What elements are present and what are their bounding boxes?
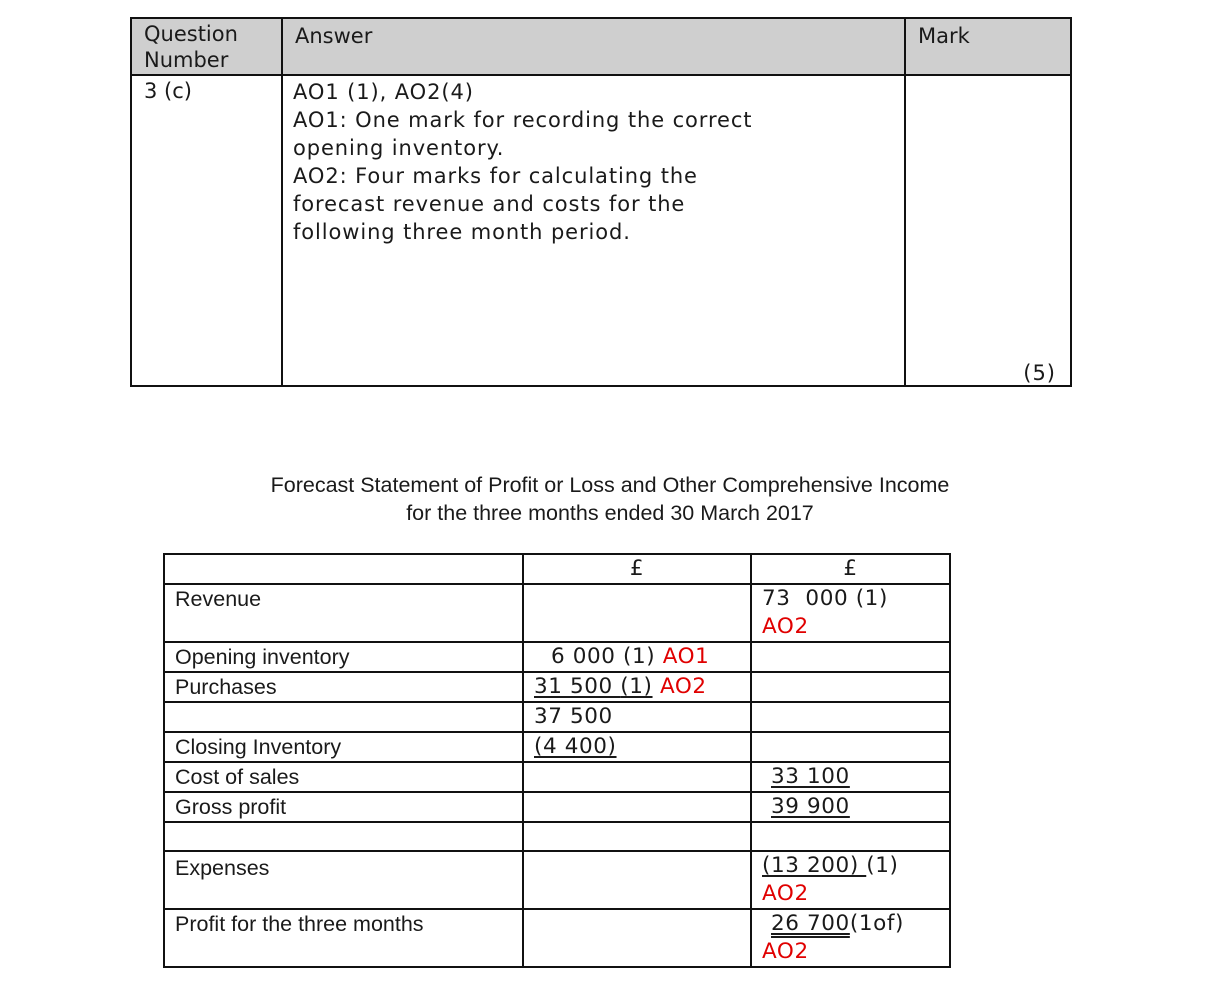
closing-inventory-value: (4 400) — [534, 734, 617, 759]
profit-value: 26 700 — [771, 911, 850, 936]
gross-profit-label: Gross profit — [164, 792, 523, 822]
profit-loss-statement-table — [163, 553, 951, 968]
mark-header-text: Mark — [918, 24, 970, 48]
closing-inventory-col2 — [751, 732, 950, 762]
answer-text — [283, 76, 904, 246]
gross-profit-row — [164, 792, 950, 822]
closing-inventory-col1 — [523, 732, 751, 762]
profit-value-line — [762, 910, 949, 938]
statement-subtitle: for the three months ended 30 March 2017 — [406, 501, 814, 525]
currency-header-col2: £ — [751, 554, 950, 584]
question-number-cell — [131, 75, 282, 386]
opening-inventory-col2 — [751, 642, 950, 672]
expenses-code: AO2 — [762, 881, 809, 906]
answer-cell — [282, 75, 905, 386]
cost-of-sales-col2 — [751, 762, 950, 792]
blank-label — [164, 822, 523, 851]
total-mark: (5) — [1023, 361, 1056, 385]
expenses-col1 — [523, 851, 751, 909]
expenses-label: Expenses — [164, 851, 523, 909]
closing-inventory-label: Closing Inventory — [164, 732, 523, 762]
question-number-header — [131, 18, 282, 75]
gross-profit-value: 39 900 — [771, 794, 850, 819]
revenue-col1 — [523, 584, 751, 642]
subtotal-label — [164, 702, 523, 732]
profit-col1 — [523, 909, 751, 967]
purchases-col1 — [523, 672, 751, 702]
subtotal-value: 37 500 — [523, 702, 751, 732]
label-cell — [164, 554, 523, 584]
expenses-value-line — [762, 852, 949, 880]
mark-scheme-header-row — [131, 18, 1071, 75]
profit-label: Profit for the three months — [164, 909, 523, 967]
closing-inventory-row — [164, 732, 950, 762]
opening-inventory-code: AO1 — [662, 644, 710, 669]
answer-line: opening inventory. — [293, 136, 505, 160]
profit-col2 — [751, 909, 950, 967]
opening-inventory-row — [164, 642, 950, 672]
blank-col2 — [751, 822, 950, 851]
purchases-mark: (1) — [620, 674, 653, 699]
profit-row — [164, 909, 950, 967]
revenue-code: AO2 — [762, 614, 809, 639]
question-number: 3 (c) — [144, 79, 192, 103]
revenue-row — [164, 584, 950, 642]
expenses-value: (13 200) — [762, 853, 867, 878]
opening-inventory-label: Opening inventory — [164, 642, 523, 672]
answer-line: AO1 (1), AO2(4) — [293, 80, 474, 104]
gross-profit-col1 — [523, 792, 751, 822]
cost-of-sales-col1 — [523, 762, 751, 792]
profit-code: AO2 — [762, 939, 809, 964]
answer-line: following three month period. — [293, 220, 631, 244]
mark-scheme-table — [130, 17, 1072, 387]
question-number-header-text: Question Number — [144, 22, 238, 72]
answer-header — [282, 18, 905, 75]
currency-row — [164, 554, 950, 584]
subtotal-col2 — [751, 702, 950, 732]
expenses-col2 — [751, 851, 950, 909]
blank-col1 — [523, 822, 751, 851]
answer-line: AO2: Four marks for calculating the — [293, 164, 698, 188]
revenue-label: Revenue — [164, 584, 523, 642]
answer-line: forecast revenue and costs for the — [293, 192, 686, 216]
mark-cell — [905, 75, 1071, 386]
purchases-row — [164, 672, 950, 702]
expenses-mark: (1) — [866, 853, 899, 878]
gross-profit-col2 — [751, 792, 950, 822]
blank-row — [164, 822, 950, 851]
opening-inventory-value: 6 000 (1) — [551, 644, 656, 669]
cost-of-sales-value: 33 100 — [771, 764, 850, 789]
answer-line: AO1: One mark for recording the correct — [293, 108, 753, 132]
revenue-col2 — [751, 584, 950, 642]
currency-header-col1: £ — [523, 554, 751, 584]
purchases-value: 31 500 (1) — [534, 674, 653, 699]
revenue-value: 73 000 (1) — [762, 586, 888, 611]
subtotal-row — [164, 702, 950, 732]
expenses-row — [164, 851, 950, 909]
purchases-label: Purchases — [164, 672, 523, 702]
cost-of-sales-row — [164, 762, 950, 792]
opening-inventory-col1 — [523, 642, 751, 672]
answer-header-text: Answer — [295, 24, 373, 48]
profit-mark: (1of) — [849, 911, 905, 936]
purchases-col2 — [751, 672, 950, 702]
cost-of-sales-label: Cost of sales — [164, 762, 523, 792]
mark-scheme-body-row — [131, 75, 1071, 386]
purchases-code: AO2 — [659, 674, 707, 699]
mark-header — [905, 18, 1071, 75]
statement-title: Forecast Statement of Profit or Loss and Other Comprehensive Income — [270, 473, 950, 497]
